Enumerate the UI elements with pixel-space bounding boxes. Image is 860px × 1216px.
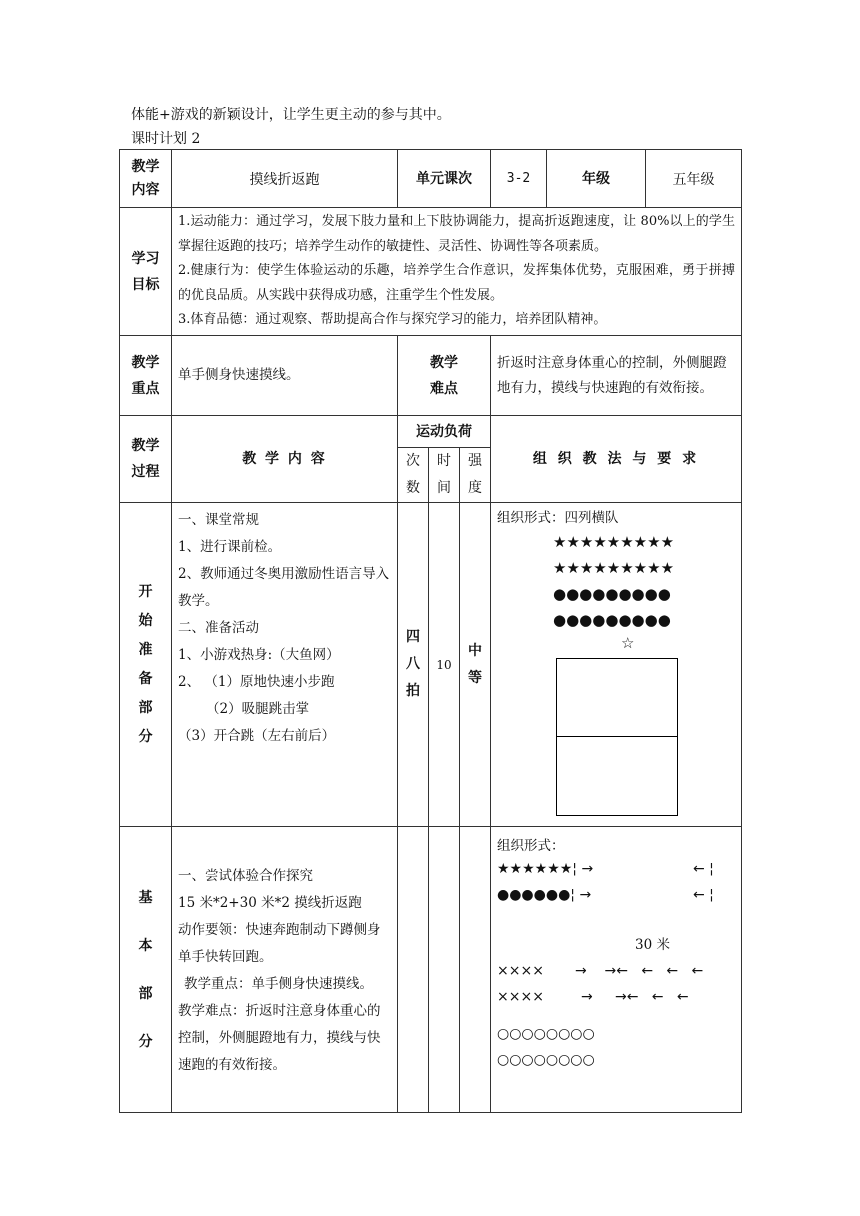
cross-row-arrows: → →← ← ← ← xyxy=(575,963,704,979)
cross-row: ×××× xyxy=(497,963,544,979)
header-row xyxy=(120,150,742,208)
count-label: 次数 xyxy=(398,448,429,503)
formation-row: ★★★★★★★★★ xyxy=(553,559,675,577)
warmup-line: 一、课堂常规 xyxy=(178,512,259,528)
focus-label: 教学重点 xyxy=(120,336,172,416)
content-value: 摸线折返跑 xyxy=(172,150,398,208)
warmup-line: （3）开合跳（左右前后） xyxy=(178,728,336,744)
relay-lines xyxy=(497,857,735,909)
difficulty-value: 折返时注意身体重心的控制，外侧腿蹬地有力，摸线与快速跑的有效衔接。 xyxy=(491,336,742,416)
cross-formation xyxy=(497,961,735,1021)
warmup-line: 1、进行课前检。 xyxy=(178,539,282,555)
load-label: 运动负荷 xyxy=(398,416,491,448)
objective-item: 2.健康行为：使学生体验运动的乐趣，培养学生合作意识，发挥集体优势，克服困难，勇于拼搏的优良品质。从实践中获得成功感，注重学生个性发展。 xyxy=(178,263,735,303)
field-lower-box xyxy=(556,736,678,816)
warmup-count: 四八拍 xyxy=(398,503,429,827)
intensity-label: 强度 xyxy=(460,448,491,503)
basic-organization xyxy=(491,827,742,1113)
objective-item: 1.运动能力：通过学习，发展下肢力量和上下肢协调能力，提高折返跑速度，让 80%以上的学生掌握往返跑的技巧；培养学生动作的敏捷性、灵活性、协调性等各项素质。 xyxy=(178,214,735,254)
basic-line: 教学重点：单手侧身快速摸线。 xyxy=(184,976,373,992)
formation-row: ●●●●●●●●● xyxy=(553,611,671,629)
focus-value: 单手侧身快速摸线。 xyxy=(172,336,398,416)
basic-time xyxy=(429,827,460,1113)
warmup-organization xyxy=(491,503,742,827)
circle-row: ○○○○○○○○ xyxy=(497,1026,595,1042)
process-label: 教学过程 xyxy=(120,416,172,503)
warmup-line: 2、 （1）原地快速小步跑 xyxy=(178,674,335,690)
basic-line: 15 米*2+30 米*2 摸线折返跑 xyxy=(178,895,362,911)
warmup-line: 1、小游戏热身:（大鱼网） xyxy=(178,647,340,663)
cross-row-arrows: → →← ← ← xyxy=(581,989,689,1005)
warmup-line: 二、准备活动 xyxy=(178,620,259,636)
basic-content xyxy=(172,827,398,1113)
field-upper-box xyxy=(556,658,678,737)
teacher-star-icon: ☆ xyxy=(621,634,635,652)
basic-line: 教学难点：折返时注意身体重心的控制，外侧腿蹬地有力，摸线与快速跑的有效衔接。 xyxy=(178,1003,381,1073)
formation-row: ●●●●●●●●● xyxy=(553,585,671,603)
objectives-label: 学习目标 xyxy=(120,208,172,336)
warmup-time: 10 xyxy=(429,503,460,827)
method-label: 组 织 教 法 与 要 求 xyxy=(491,416,742,503)
content-label: 教学内容 xyxy=(120,150,172,208)
lesson-plan-table xyxy=(119,149,742,1113)
basic-org-title: 组织形式： xyxy=(497,838,565,854)
circle-row: ○○○○○○○○ xyxy=(497,1052,595,1068)
relay-row-stars-return: ← ¦ xyxy=(693,861,714,877)
circle-formation xyxy=(497,1021,735,1073)
objective-item: 3.体育品德：通过观察、帮助提高合作与探究学习的能力，培养团队精神。 xyxy=(178,312,607,328)
grade-value: 五年级 xyxy=(646,150,742,208)
warmup-org-title: 组织形式：四列横队 xyxy=(497,510,619,526)
cross-row: ×××× xyxy=(497,989,544,1005)
unit-label: 单元课次 xyxy=(398,150,491,208)
formation-row: ★★★★★★★★★ xyxy=(553,533,675,551)
relay-row-dots: ●●●●●●¦ → xyxy=(497,887,592,903)
basic-row xyxy=(120,827,742,1113)
process-content-label: 教 学 内 容 xyxy=(172,416,398,503)
relay-row-stars: ★★★★★★¦ → xyxy=(497,861,594,877)
objectives-list xyxy=(172,208,742,336)
basic-count xyxy=(398,827,429,1113)
warmup-content xyxy=(172,503,398,827)
basic-line: 动作要领：快速奔跑制动下蹲侧身单手快转回跑。 xyxy=(178,922,381,965)
objectives-row xyxy=(120,208,742,336)
basic-section-label: 基本部分 xyxy=(120,827,172,1113)
process-header-row xyxy=(120,416,742,448)
warmup-line: 2、教师通过冬奥用激励性语言导入教学。 xyxy=(178,566,390,609)
difficulty-label: 教学难点 xyxy=(398,336,491,416)
basic-line: 一、尝试体验合作探究 xyxy=(178,868,313,884)
basic-intensity xyxy=(460,827,491,1113)
key-points-row xyxy=(120,336,742,416)
relay-row-dots-return: ← ¦ xyxy=(693,887,714,903)
unit-value: 3-2 xyxy=(491,150,547,208)
distance-label: 30 米 xyxy=(635,937,670,953)
warmup-line: （2）吸腿跳击掌 xyxy=(206,701,310,717)
grade-label: 年级 xyxy=(547,150,646,208)
time-label: 时间 xyxy=(429,448,460,503)
intro-text: 体能+游戏的新颖设计，让学生更主动的参与其中。 xyxy=(131,107,451,123)
warmup-intensity: 中等 xyxy=(460,503,491,827)
warmup-row xyxy=(120,503,742,827)
plan-title: 课时计划 2 xyxy=(131,131,201,147)
warmup-section-label: 开始准备部分 xyxy=(120,503,172,827)
formation-grid xyxy=(497,529,735,633)
